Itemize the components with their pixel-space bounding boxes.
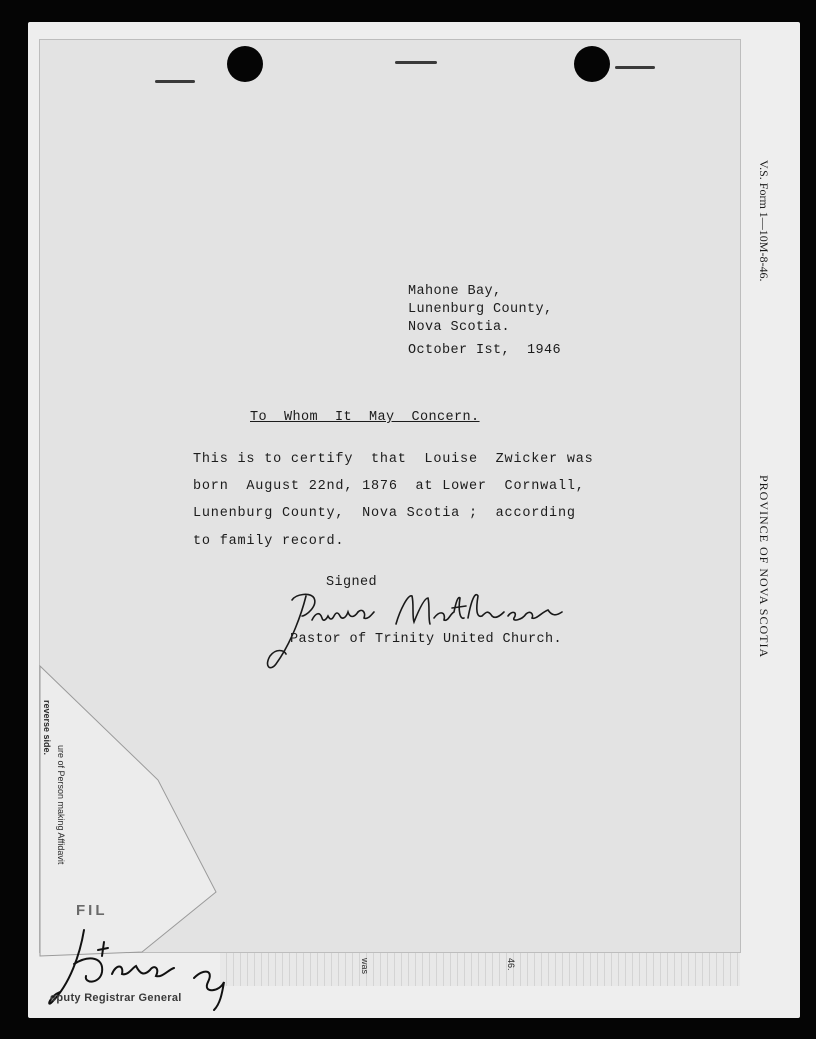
filed-stamp: FIL <box>76 902 108 919</box>
folded-corner-flap <box>38 660 228 960</box>
deputy-registrar-stamp: eputy Registrar General <box>50 992 182 1004</box>
reverse-side-text: reverse side. <box>42 700 52 756</box>
address-line-1: Mahone Bay, <box>408 284 502 299</box>
pastor-title: Pastor of Trinity United Church. <box>290 632 563 647</box>
handwritten-signature <box>262 582 582 672</box>
letter-date: October Ist, 1946 <box>408 343 562 358</box>
signature-text-hidden <box>40 40 41 41</box>
punch-hole-right <box>574 46 610 82</box>
body-line: born August 22nd, 1876 at Lower Cornwall, <box>193 479 585 494</box>
salutation: To Whom It May Concern. <box>250 410 480 425</box>
form-bottom-strip <box>220 952 740 986</box>
body-line: to family record. <box>193 534 345 549</box>
paper-mark <box>395 61 437 64</box>
body-line: This is to certify that Louise Zwicker was <box>193 452 594 467</box>
form-number-label: V.S. Form 1—10M-8-46. <box>757 160 771 282</box>
strip-was-text: was <box>360 958 370 975</box>
paper-mark <box>615 66 655 69</box>
affidavit-text: ure of Person making Affidavit <box>56 745 66 865</box>
signed-label: Signed <box>326 575 378 590</box>
strip-number-text: 46. <box>506 958 516 971</box>
address-line-2: Lunenburg County, <box>408 302 553 317</box>
paper-mark <box>155 80 195 83</box>
punch-hole-left <box>227 46 263 82</box>
body-line: Lunenburg County, Nova Scotia ; according <box>193 506 576 521</box>
address-line-3: Nova Scotia. <box>408 320 511 335</box>
province-label: PROVINCE OF NOVA SCOTIA <box>757 475 771 659</box>
